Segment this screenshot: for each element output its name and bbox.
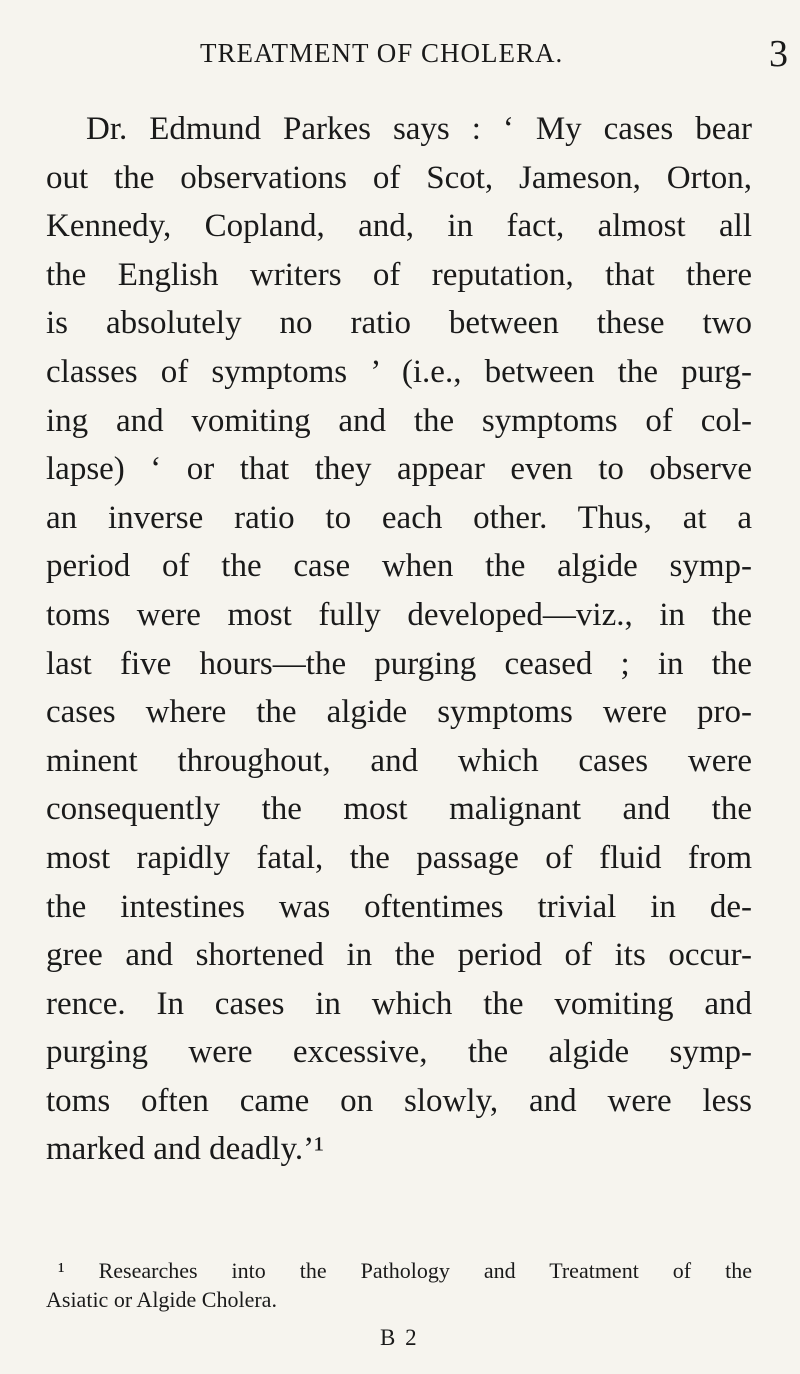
text-line: an inverse ratio to each other. Thus, at a bbox=[46, 499, 752, 536]
text-line: Dr. Edmund Parkes says : ‘ My cases bear bbox=[86, 111, 752, 147]
footnote-line: ¹ Researches into the Pathology and Treatment of the bbox=[58, 1258, 752, 1283]
text-line: purging were excessive, the algide symp- bbox=[46, 1034, 752, 1071]
footnote-line: Asiatic or Algide Cholera. bbox=[46, 1287, 277, 1312]
text-line: last five hours—the purging ceased ; in the bbox=[46, 645, 752, 682]
text-line: classes of symptoms ’ (i.e., between the purg- bbox=[46, 353, 752, 390]
text-line: rence. In cases in which the vomiting and bbox=[46, 985, 752, 1022]
text-line: marked and deadly.’¹ bbox=[46, 1131, 325, 1168]
running-title: TREATMENT OF CHOLERA. bbox=[200, 38, 564, 68]
text-line: toms were most fully developed—viz., in the bbox=[46, 596, 752, 633]
text-line: toms often came on slowly, and were less bbox=[46, 1082, 752, 1119]
text-line: out the observations of Scot, Jameson, Orton, bbox=[46, 159, 752, 196]
text-line: the English writers of reputation, that there bbox=[46, 256, 752, 293]
text-line: lapse) ‘ or that they appear even to observe bbox=[46, 451, 752, 488]
body-paragraph bbox=[46, 105, 752, 1174]
text-line: most rapidly fatal, the passage of fluid from bbox=[46, 839, 752, 876]
text-line: cases where the algide symptoms were pro- bbox=[46, 694, 752, 731]
text-line: ing and vomiting and the symptoms of col- bbox=[46, 402, 752, 439]
running-head bbox=[200, 33, 788, 78]
signature-mark: B 2 bbox=[380, 1325, 419, 1350]
text-line: consequently the most malignant and the bbox=[46, 791, 752, 828]
page-number: 3 bbox=[769, 33, 788, 75]
text-line: Kennedy, Copland, and, in fact, almost all bbox=[46, 208, 752, 245]
text-line: minent throughout, and which cases were bbox=[46, 742, 752, 779]
text-line: is absolutely no ratio between these two bbox=[46, 305, 752, 342]
text-line: gree and shortened in the period of its occur- bbox=[46, 937, 752, 974]
footnote bbox=[46, 1256, 752, 1314]
text-line: period of the case when the algide symp- bbox=[46, 548, 752, 585]
text-line: the intestines was oftentimes trivial in de- bbox=[46, 888, 752, 925]
